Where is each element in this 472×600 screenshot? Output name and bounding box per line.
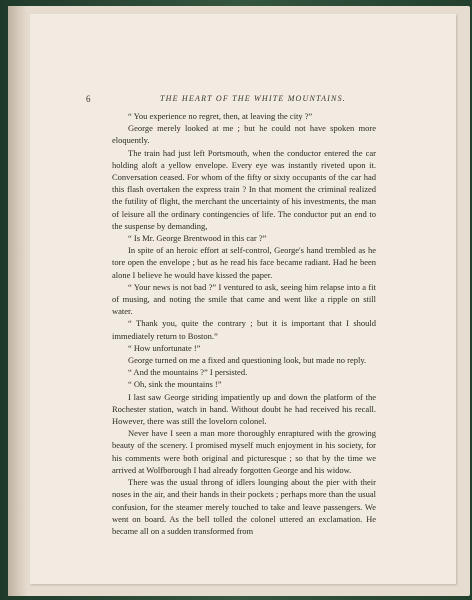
- page-header: [86, 94, 356, 106]
- paragraph: I last saw George striding impatiently up and down the platform of the Rochester station, watch in hand. Without doubt he had received his recall. However, there was still the lovelorn colonel.: [112, 391, 376, 427]
- paragraph: “ Your news is not bad ?” I ventured to ask, seeing him relapse into a fit of musing, and noting the smile that came and went like a ripple on still water.: [112, 281, 376, 317]
- body-text: [112, 110, 376, 537]
- paragraph: “ How unfortunate !”: [128, 342, 201, 353]
- paragraph: In spite of an heroic effort at self-control, George's hand trembled as he tore open the envelope ; but as he read his face became radiant. Had he been alone I believe he would have kissed the paper.: [112, 245, 376, 280]
- paragraph: “ Thank you, quite the contrary ; but it is important that I should immediately return to Boston.”: [112, 318, 376, 341]
- paragraph: “ And the mountains ?” I persisted.: [128, 367, 248, 378]
- paragraph: “ Oh, sink the mountains !”: [128, 379, 222, 390]
- gutter-shadow: [8, 6, 28, 596]
- running-title: THE HEART OF THE WHITE MOUNTAINS.: [160, 94, 346, 103]
- paragraph: “ Is Mr. George Brentwood in this car ?”: [128, 233, 267, 244]
- paragraph: George merely looked at me ; but he could not have spoken more eloquently.: [112, 123, 376, 146]
- paragraph: There was the usual throng of idlers lounging about the pier with their noses in the air, and their hands in their pockets ; perhaps more than the usual confusion, for the steamer merely touched to take and leave passengers. We went on board. As the bell tolled the colonel uttered an exclamation. He became all on a sudden transformed from: [112, 477, 376, 536]
- paragraph: Never have I seen a man more thoroughly enraptured with the growing beauty of the scenery. I promised myself much enjoyment in his society, for his comments were both original and picturesque ; so that by the time we arrived at Wolfborough I had already forgotten George and his widow.: [112, 428, 376, 475]
- page-number: 6: [86, 94, 91, 104]
- paragraph: George turned on me a fixed and questioning look, but made no reply.: [128, 355, 367, 366]
- paragraph: “ You experience no regret, then, at leaving the city ?”: [128, 111, 313, 121]
- paragraph: The train had just left Portsmouth, when the conductor entered the car holding aloft a yellow envelope. Every eye was instantly riveted upon it. Conversation ceased. For whom of the fifty or sixty occupants of the car had this flash overtaken the express train ? In that moment the criminal realized the futility of flight, the merchant the uncertainty of his investments, the man of leisure all the ordinary contingencies of life. The conductor put an end to the suspense by demanding,: [112, 147, 376, 231]
